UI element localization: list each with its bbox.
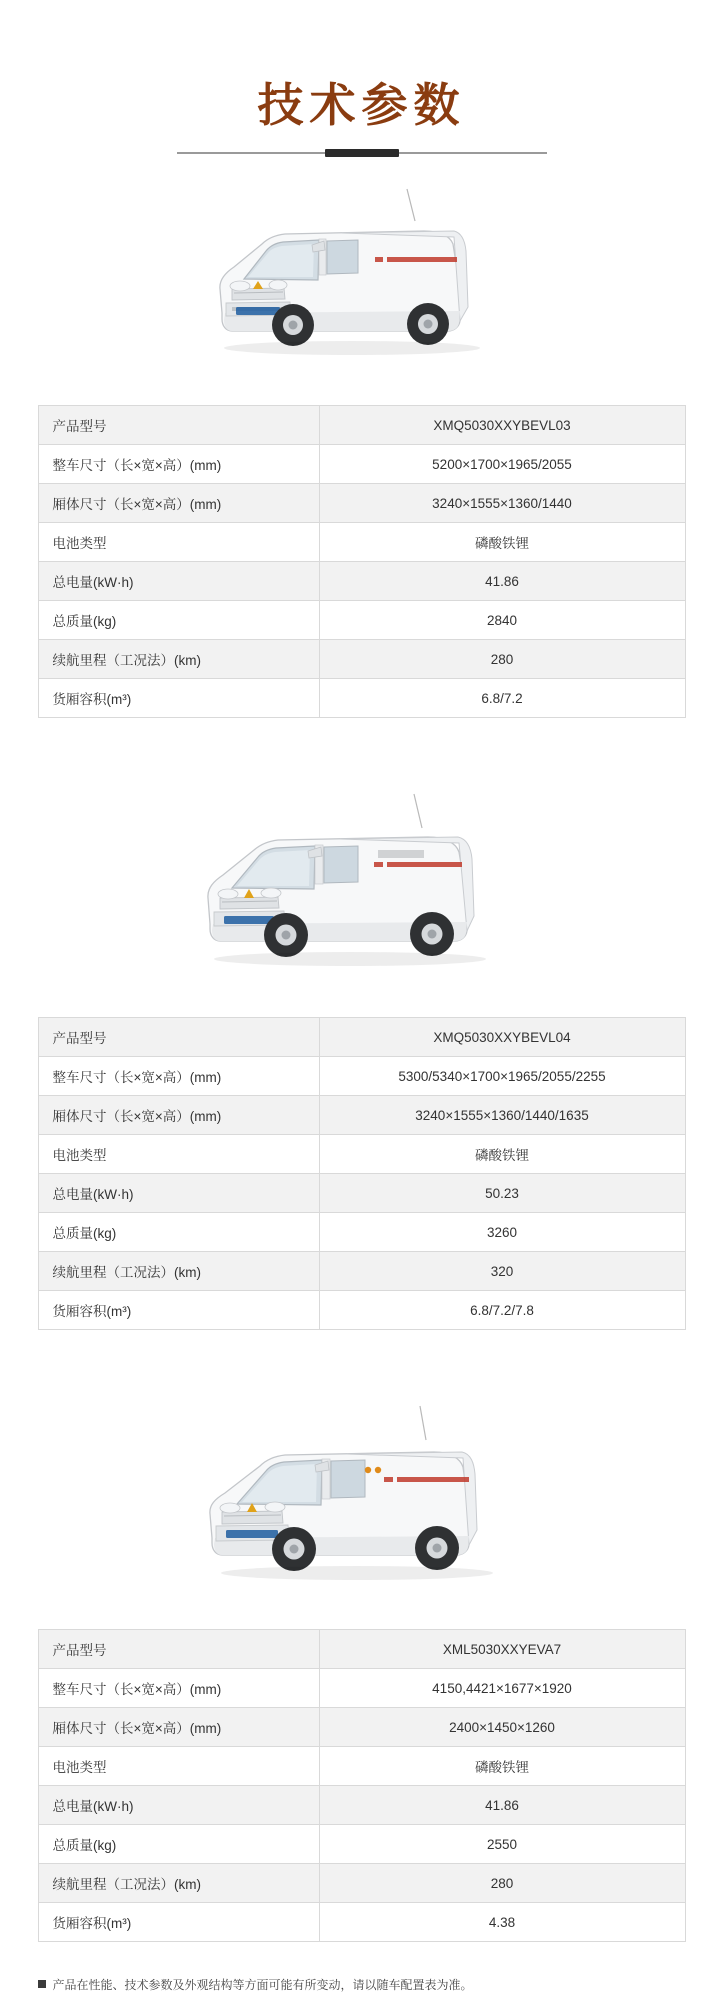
spec-label: 厢体尺寸（长×宽×高）(mm) (38, 1096, 319, 1135)
spec-label: 厢体尺寸（长×宽×高）(mm) (38, 1708, 319, 1747)
spec-label: 整车尺寸（长×宽×高）(mm) (38, 1057, 319, 1096)
table-row (38, 1174, 685, 1213)
table-row (38, 1630, 685, 1669)
spec-label: 总电量(kW·h) (38, 1174, 319, 1213)
spec-label: 续航里程（工况法）(km) (38, 1252, 319, 1291)
table-row (38, 562, 685, 601)
spec-value: 4150,4421×1677×1920 (319, 1669, 685, 1708)
table-row (38, 601, 685, 640)
table-row (38, 1786, 685, 1825)
spec-label: 厢体尺寸（长×宽×高）(mm) (38, 484, 319, 523)
table-row (38, 1291, 685, 1330)
spec-label: 整车尺寸（长×宽×高）(mm) (38, 1669, 319, 1708)
spec-label: 整车尺寸（长×宽×高）(mm) (38, 445, 319, 484)
spec-label: 货厢容积(m³) (38, 1291, 319, 1330)
spec-table-3 (38, 1629, 686, 1942)
van-illustration-icon (182, 788, 542, 983)
spec-label: 产品型号 (38, 1018, 319, 1057)
table-row (38, 1096, 685, 1135)
spec-value: 280 (319, 640, 685, 679)
spec-value: 41.86 (319, 1786, 685, 1825)
vehicle-image-3 (0, 1400, 723, 1615)
section-spacer (0, 1330, 723, 1376)
spec-value: 3240×1555×1360/1440 (319, 484, 685, 523)
table-row (38, 1708, 685, 1747)
spec-label: 货厢容积(m³) (38, 679, 319, 718)
vehicle-image-2 (0, 788, 723, 1003)
spec-label: 电池类型 (38, 523, 319, 562)
table-row (38, 1864, 685, 1903)
table-row (38, 1135, 685, 1174)
spec-label: 产品型号 (38, 406, 319, 445)
square-bullet-icon (38, 1980, 46, 1988)
spec-value: 3240×1555×1360/1440/1635 (319, 1096, 685, 1135)
spec-label: 总质量(kg) (38, 601, 319, 640)
table-row (38, 484, 685, 523)
spec-value: 280 (319, 1864, 685, 1903)
spec-value: XML5030XXYEVA7 (319, 1630, 685, 1669)
footnote-text: 产品在性能、技术参数及外观结构等方面可能有所变动，请以随车配置表为准。 (52, 1978, 473, 1993)
spec-label: 总质量(kg) (38, 1213, 319, 1252)
spec-value: 3260 (319, 1213, 685, 1252)
spec-value: 2840 (319, 601, 685, 640)
spec-value: 6.8/7.2 (319, 679, 685, 718)
table-row (38, 445, 685, 484)
spec-label: 总质量(kg) (38, 1825, 319, 1864)
spec-value: 5300/5340×1700×1965/2055/2255 (319, 1057, 685, 1096)
table-row (38, 1213, 685, 1252)
spec-label: 总电量(kW·h) (38, 1786, 319, 1825)
spec-value: 6.8/7.2/7.8 (319, 1291, 685, 1330)
spec-label: 货厢容积(m³) (38, 1903, 319, 1942)
title-divider-center-bar (325, 149, 399, 157)
footnote (38, 1976, 686, 1994)
spec-value: 41.86 (319, 562, 685, 601)
table-row (38, 640, 685, 679)
table-row (38, 1252, 685, 1291)
van-illustration-icon (192, 181, 532, 371)
table-row (38, 1747, 685, 1786)
spec-value: XMQ5030XXYBEVL03 (319, 406, 685, 445)
spec-value: 磷酸铁锂 (319, 523, 685, 562)
spec-value: 50.23 (319, 1174, 685, 1213)
table-row (38, 1669, 685, 1708)
table-row (38, 406, 685, 445)
table-row (38, 1018, 685, 1057)
spec-label: 总电量(kW·h) (38, 562, 319, 601)
title-divider (177, 149, 547, 157)
page-title: 技术参数 (257, 78, 466, 132)
spec-table-1 (38, 405, 686, 718)
van-illustration-icon (182, 1400, 542, 1595)
table-row (38, 1825, 685, 1864)
spec-value: 320 (319, 1252, 685, 1291)
table-row (38, 1903, 685, 1942)
table-row (38, 1057, 685, 1096)
vehicle-image-1 (0, 181, 723, 391)
spec-table-2 (38, 1017, 686, 1330)
page-title-block (0, 60, 723, 157)
spec-value: XMQ5030XXYBEVL04 (319, 1018, 685, 1057)
spec-value: 2400×1450×1260 (319, 1708, 685, 1747)
table-row (38, 679, 685, 718)
spec-label: 产品型号 (38, 1630, 319, 1669)
spec-label: 续航里程（工况法）(km) (38, 1864, 319, 1903)
spec-value: 2550 (319, 1825, 685, 1864)
table-row (38, 523, 685, 562)
spec-label: 电池类型 (38, 1135, 319, 1174)
spec-label: 续航里程（工况法）(km) (38, 640, 319, 679)
spec-label: 电池类型 (38, 1747, 319, 1786)
section-spacer (0, 718, 723, 764)
spec-value: 5200×1700×1965/2055 (319, 445, 685, 484)
spec-value: 磷酸铁锂 (319, 1135, 685, 1174)
spec-value: 4.38 (319, 1903, 685, 1942)
spec-value: 磷酸铁锂 (319, 1747, 685, 1786)
